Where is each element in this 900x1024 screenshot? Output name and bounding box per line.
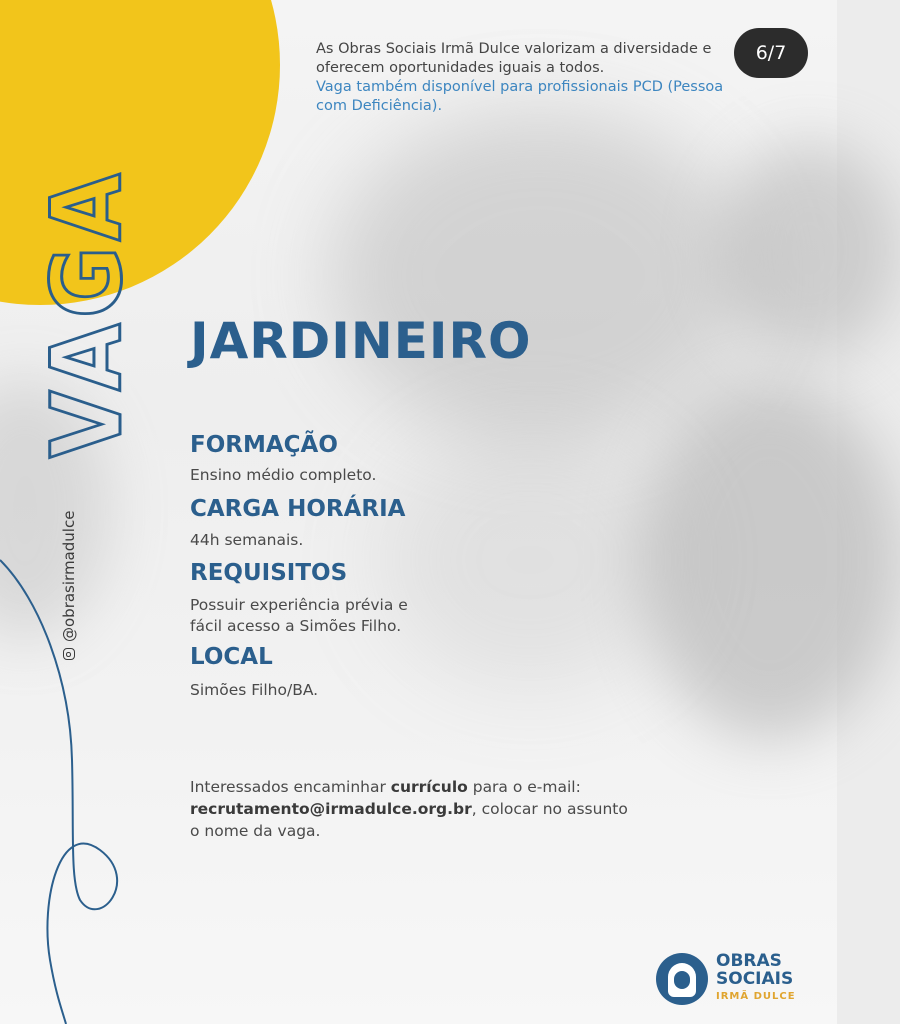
instagram-icon xyxy=(63,648,75,660)
section-heading-requisitos: REQUISITOS xyxy=(190,560,348,586)
logo-line-obras: OBRAS xyxy=(716,951,782,971)
page-counter-badge: 6/7 xyxy=(734,28,808,78)
job-title: JARDINEIRO xyxy=(190,312,532,370)
requisitos-line-2: fácil acesso a Simões Filho. xyxy=(190,617,402,635)
contact-text-part: o nome da vaga. xyxy=(190,822,321,840)
contact-email-link[interactable]: recrutamento@irmadulce.org.br xyxy=(190,800,472,818)
section-text-local: Simões Filho/BA. xyxy=(190,681,319,699)
vaga-vertical-word xyxy=(31,138,143,460)
logo-text xyxy=(716,952,796,1006)
obras-sociais-logo-icon xyxy=(656,953,708,1005)
background-blur-shape xyxy=(380,430,680,690)
contact-text-part: para o e-mail: xyxy=(467,778,581,796)
pcd-statement: Vaga também disponível para profissionais PCD (Pessoa com Deficiência). xyxy=(316,79,724,114)
instagram-handle-text: @obrasirmadulce xyxy=(60,510,78,642)
contact-text-part: Interessados encaminhar xyxy=(190,778,391,796)
section-text-formacao: Ensino médio completo. xyxy=(190,466,377,484)
section-heading-formacao: FORMAÇÃO xyxy=(190,432,338,458)
section-heading-local: LOCAL xyxy=(190,644,273,670)
background-blur-shape xyxy=(330,110,750,440)
obras-sociais-logo xyxy=(656,952,796,1006)
requisitos-line-1: Possuir experiência prévia e xyxy=(190,596,408,614)
section-text-requisitos xyxy=(190,595,408,637)
section-heading-carga-horaria: CARGA HORÁRIA xyxy=(190,496,406,522)
logo-line-irma-dulce: IRMÃ DULCE xyxy=(716,991,796,1002)
section-text-carga-horaria: 44h semanais. xyxy=(190,531,304,549)
contact-text-part: , colocar no assunto xyxy=(471,800,628,818)
background-blur-shape xyxy=(720,140,900,360)
logo-line-sociais: SOCIAIS xyxy=(716,969,794,989)
contact-curriculo: currículo xyxy=(390,778,468,796)
contact-instructions xyxy=(190,776,710,842)
instagram-handle[interactable] xyxy=(60,511,78,660)
intro-text xyxy=(316,40,746,116)
diversity-statement: As Obras Sociais Irmã Dulce valorizam a diversidade e oferecem oportunidades iguais a todos. xyxy=(316,41,712,76)
vaga-word-text: VAGA xyxy=(31,138,143,458)
